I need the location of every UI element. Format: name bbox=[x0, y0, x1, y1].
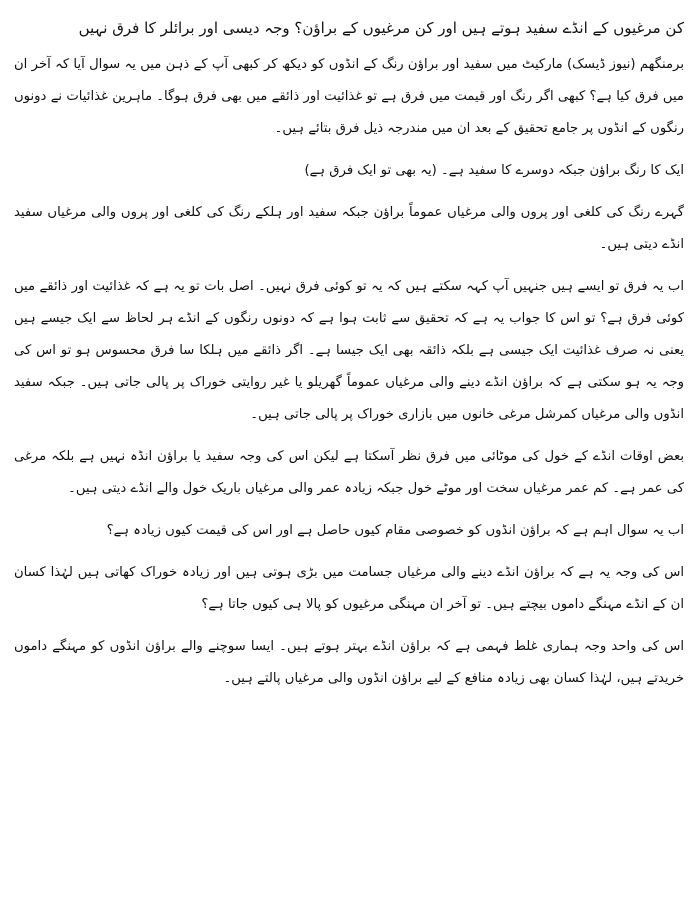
paragraph-7: اس کی وجہ یہ ہے کہ براؤن انڈے دینے والی مرغیاں جسامت میں بڑی ہوتی ہیں اور زیادہ خوراک کھاتی ہیں لہٰذا کسان ان کے انڈے مہنگے داموں بیچتے ہیں۔ تو آخر ان مہنگی مرغیوں کو پالا ہی کیوں جاتا ہے؟ bbox=[14, 564, 684, 612]
paragraph-1: برمنگھم (نیوز ڈیسک) مارکیٹ میں سفید اور براؤن رنگ کے انڈوں کو دیکھ کر کبھی آپ کے ذہن میں یہ سوال آیا کہ آخر ان میں فرق کیا ہے؟ کبھی اگر رنگ اور قیمت میں فرق ہے تو غذائیت اور ذائقے میں بھی فرق ہوگا۔ ماہرین غذائیات نے دونوں رنگوں کے انڈوں پر جامع تحقیق کے بعد ان میں مندرجہ ذیل فرق بتائے ہیں۔ bbox=[14, 56, 684, 136]
paragraph-2: ایک کا رنگ براؤن جبکہ دوسرے کا سفید ہے۔ (یہ بھی تو ایک فرق ہے) bbox=[304, 162, 684, 178]
paragraph-4: اب یہ فرق تو ایسے ہیں جنہیں آپ کہہ سکتے ہیں کہ یہ تو کوئی فرق نہیں۔ اصل بات تو یہ ہے کہ غذائیت اور ذائقے میں کوئی فرق ہے؟ تو اس کا جواب یہ ہے کہ تحقیق سے ثابت ہوا ہے کہ دونوں رنگوں کے انڈے ہر لحاظ سے ایک جیسے ہیں یعنی نہ صرف غذائیت ایک جیسی ہے بلکہ ذائقہ بھی ایک جیسا ہے۔ اگر ذائقے میں ہلکا سا فرق محسوس ہو تو اس کی وجہ یہ ہو سکتی ہے کہ براؤن انڈے دینے والی مرغیاں عموماً گھریلو یا غیر روایتی خوراک پر پالی جاتی ہیں۔ جبکہ سفید انڈوں والی مرغیاں کمرشل مرغی خانوں میں بازاری خوراک پر پالی جاتی ہیں۔ bbox=[14, 278, 684, 422]
article-title: کن مرغیوں کے انڈے سفید ہوتے ہیں اور کن مرغیوں کے براؤن؟ وجہ دیسی اور برائلر کا فرق نہیں bbox=[78, 19, 684, 37]
paragraph-3: گہرے رنگ کی کلغی اور پروں والی مرغیاں عموماً براؤن جبکہ سفید اور ہلکے رنگ کی کلغی اور پروں والی مرغیاں سفید انڈے دیتی ہیں۔ bbox=[14, 204, 684, 252]
paragraph-8: اس کی واحد وجہ ہماری غلط فہمی ہے کہ براؤن انڈے بہتر ہوتے ہیں۔ ایسا سوچنے والے براؤن انڈوں کو مہنگے داموں خریدتے ہیں، لہٰذا کسان بھی زیادہ منافع کے لیے براؤن انڈوں والی مرغیاں پالتے ہیں۔ bbox=[14, 638, 684, 686]
paragraph-5: بعض اوقات انڈے کے خول کی موٹائی میں فرق نظر آسکتا ہے لیکن اس کی وجہ سفید یا براؤن انڈہ نہیں ہے بلکہ مرغی کی عمر ہے۔ کم عمر مرغیاں سخت اور موٹے خول جبکہ زیادہ عمر والی مرغیاں باریک خول والے انڈے دیتی ہیں۔ bbox=[14, 448, 684, 496]
paragraph-6: اب یہ سوال اہم ہے کہ براؤن انڈوں کو خصوصی مقام کیوں حاصل ہے اور اس کی قیمت کیوں زیادہ ہے؟ bbox=[106, 522, 684, 538]
